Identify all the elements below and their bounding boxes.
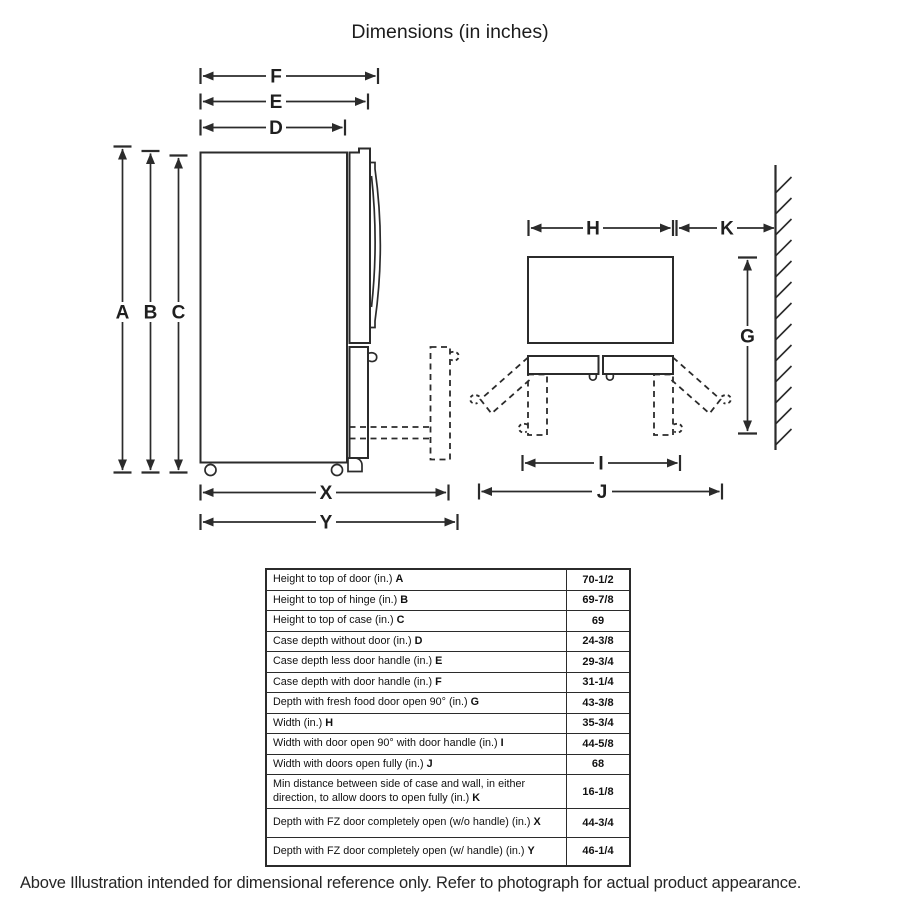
table-row (266, 590, 630, 611)
label-G: G (740, 326, 755, 348)
door-handle-inner (372, 176, 376, 307)
table-row (266, 837, 630, 866)
row-label: Height to top of hinge (in.) B (266, 590, 567, 611)
row-letter: D (414, 634, 423, 647)
dimensions-table (265, 568, 631, 867)
left-door-open-fully-handle-dashed (470, 395, 479, 404)
row-letter: J (426, 757, 433, 770)
row-label: Height to top of case (in.) C (266, 611, 567, 632)
table-row (266, 775, 630, 809)
row-label: Case depth without door (in.) D (266, 631, 567, 652)
right-door-open-90-handle-dashed (674, 424, 683, 433)
caster-wheel-front (332, 465, 343, 476)
table-row (266, 631, 630, 652)
row-letter: C (396, 614, 405, 626)
row-label: Depth with FZ door completely open (w/o handle) (in.) X (266, 809, 567, 838)
row-label: Depth with FZ door completely open (w/ handle) (in.) Y (266, 837, 567, 866)
row-value: 16-1/8 (567, 775, 631, 809)
row-value: 29-3/4 (567, 652, 631, 673)
row-letter: G (470, 696, 479, 708)
row-letter: X (533, 816, 541, 828)
left-door-open-90-dashed (528, 375, 547, 436)
right-door-top (603, 356, 673, 374)
label-E: E (269, 92, 283, 113)
row-value: 46-1/4 (567, 837, 631, 866)
row-label: Width (in.) H (266, 713, 567, 734)
table-row (266, 672, 630, 693)
label-J: J (596, 482, 608, 503)
table-row (266, 734, 630, 755)
row-letter: F (435, 675, 442, 688)
row-value: 24-3/8 (567, 631, 631, 652)
row-letter: Y (527, 844, 535, 857)
label-H: H (586, 218, 600, 240)
refrigerator-side-view (201, 149, 459, 476)
row-label: Depth with fresh food door open 90° (in.) G (266, 693, 567, 714)
row-label: Min distance between side of case and wall, in either direction, to allow doors to open fully (in.) K (266, 775, 567, 809)
wall-hatching (776, 177, 792, 445)
right-door-open-fully-dashed (672, 358, 721, 414)
label-I: I (598, 453, 604, 475)
label-Y: Y (319, 512, 333, 534)
row-value: 44-5/8 (567, 734, 631, 755)
table-row (266, 713, 630, 734)
row-value: 43-3/8 (567, 693, 631, 714)
row-label: Width with door open 90° with door handle (in.) I (266, 734, 567, 755)
label-D: D (269, 118, 283, 139)
row-letter: B (400, 593, 409, 606)
case-outline-side (201, 153, 348, 463)
refrigerator-top-view (470, 165, 791, 450)
label-A: A (115, 302, 130, 324)
caster-wheel-rear (205, 465, 216, 476)
label-K: K (720, 218, 734, 240)
row-label: Case depth less door handle (in.) E (266, 652, 567, 673)
page-title: Dimensions (in inches) (351, 21, 549, 43)
table-row (266, 693, 630, 714)
row-letter: A (395, 573, 404, 585)
front-foot (348, 458, 362, 472)
row-label: Width with doors open fully (in.) J (266, 754, 567, 775)
freezer-handle (368, 353, 377, 362)
freezer-drawer-open-dashed (431, 347, 451, 460)
table-row (266, 754, 630, 775)
fresh-food-door-side (350, 149, 371, 344)
label-F: F (270, 66, 282, 88)
label-C: C (171, 302, 186, 324)
left-door-open-fully-dashed (481, 358, 530, 414)
freezer-drawer-front-side (350, 347, 369, 458)
table-row (266, 569, 630, 590)
label-X: X (319, 483, 333, 504)
dimension-arrow-F (201, 68, 379, 84)
row-letter: I (500, 737, 504, 749)
row-value: 31-1/4 (567, 672, 631, 693)
row-letter: K (472, 791, 481, 804)
left-door-open-90-handle-dashed (519, 424, 528, 433)
row-value: 69 (567, 611, 631, 632)
table-row (266, 809, 630, 838)
drawer-slide-rails-dashed (350, 427, 431, 439)
dimension-arrows (114, 68, 775, 530)
row-label: Case depth with door handle (in.) F (266, 672, 567, 693)
row-value: 44-3/4 (567, 809, 631, 838)
row-value: 35-3/4 (567, 713, 631, 734)
row-value: 69-7/8 (567, 590, 631, 611)
row-value: 68 (567, 754, 631, 775)
row-letter: E (435, 655, 443, 667)
footer-note: Above Illustration intended for dimensional reference only. Refer to photograph for actual product appearance. (20, 874, 802, 892)
case-outline-top (528, 257, 673, 343)
left-door-top (528, 356, 599, 374)
freezer-drawer-open-handle-dashed (450, 352, 459, 361)
table-row (266, 652, 630, 673)
row-label: Height to top of door (in.) A (266, 569, 567, 590)
right-door-open-fully-handle-dashed (722, 395, 731, 404)
row-value: 70-1/2 (567, 569, 631, 590)
dimensions-table-body (266, 569, 630, 866)
table-row (266, 611, 630, 632)
label-B: B (143, 302, 158, 324)
right-door-open-90-dashed (654, 375, 673, 436)
row-letter: H (325, 716, 334, 729)
